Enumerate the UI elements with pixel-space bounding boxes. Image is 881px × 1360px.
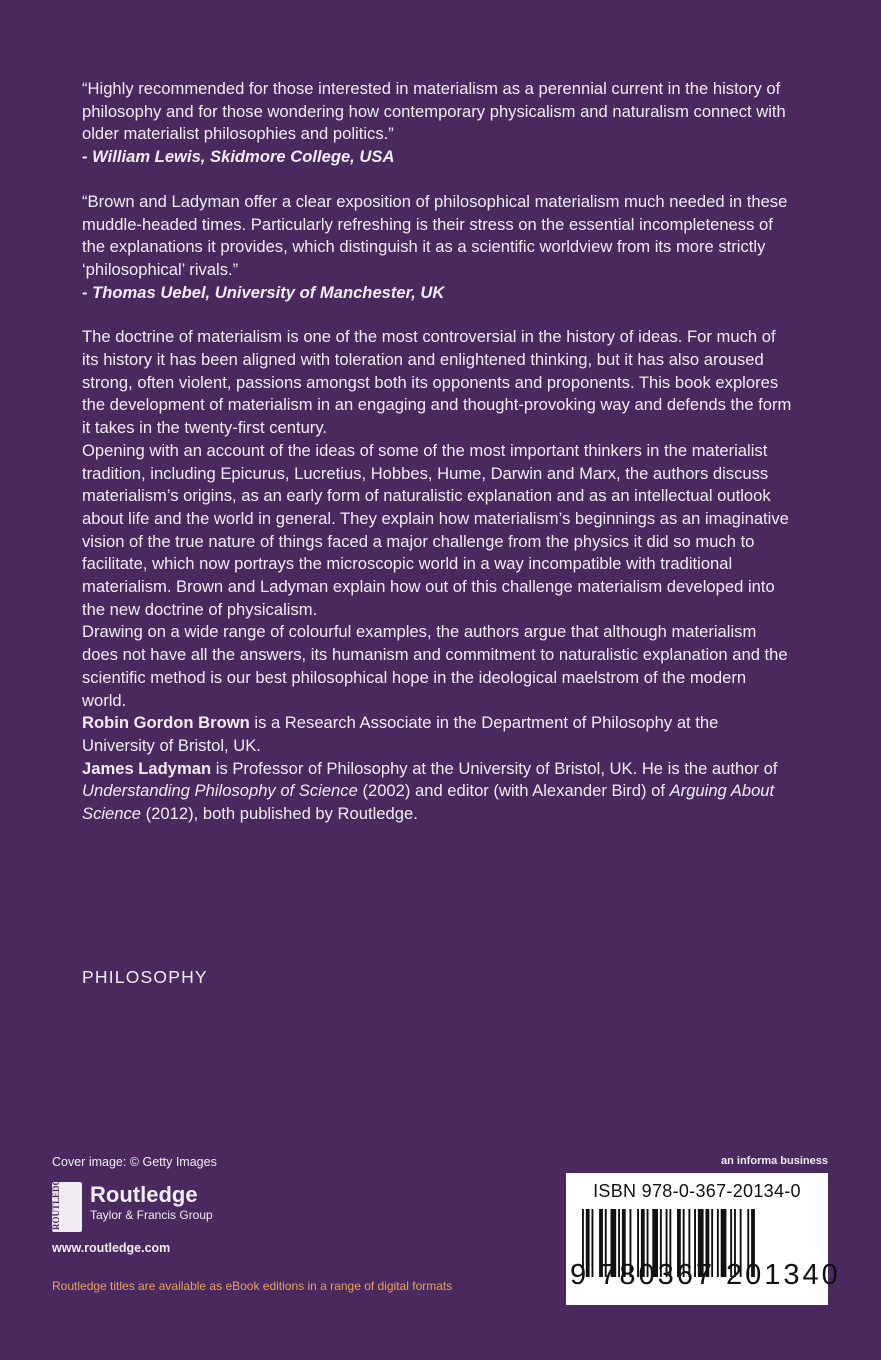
- author-bio: (2012), both published by Routledge.: [141, 804, 418, 824]
- quote-text: “Brown and Ladyman offer a clear exposition of philosophical materialism much needed in these muddle-headed times. Particularly refreshing is their stress on the essential incompleteness of the explanations it provides, which distinguish it as a scientific worldview from its more strictly ‘philosophical’ rivals.”: [82, 191, 788, 279]
- isbn-text: ISBN 978-0-367-20134-0: [593, 1181, 801, 1201]
- ebook-note: Routledge titles are available as eBook editions in a range of digital formats: [52, 1279, 453, 1293]
- publisher-group: Taylor & Francis Group: [90, 1208, 213, 1222]
- quote-attribution: - William Lewis, Skidmore College, USA: [82, 147, 395, 167]
- quote-text: “Highly recommended for those interested in materialism as a perennial current in the history of philosophy and for those wondering how contemporary physicalism and naturalism connect with older materialist philosophies and politics.”: [82, 79, 786, 144]
- book-title: Arguing About Science: [82, 781, 775, 824]
- quote-uebel: [82, 191, 794, 305]
- back-cover-text: [82, 78, 794, 826]
- author-name: James Ladyman: [82, 758, 212, 778]
- barcode-digits: 9 780367 201340: [570, 1259, 841, 1291]
- description-paragraph: Opening with an account of the ideas of some of the most important thinkers in the materialist tradition, including Epicurus, Lucretius, Hobbes, Hume, Darwin and Marx, the authors discuss materialism’s origins, as an early form of naturalistic explanation and as an intellectual outlook about life and the world in general. They explain how materialism’s beginnings as an imaginative vision of the true nature of things faced a major challenge from the physics it did so much to facilitate, which now portrays the microscopic world in a way incompatible with traditional materialism. Brown and Ladyman explain how out of this challenge materialism developed into the new doctrine of physicalism.: [82, 440, 789, 619]
- publisher-name: Routledge: [90, 1182, 198, 1207]
- quote-attribution: - Thomas Uebel, University of Manchester, UK: [82, 282, 445, 302]
- subject-category: PHILOSOPHY: [82, 967, 208, 987]
- author-bio: (2002) and editor (with Alexander Bird) of: [357, 781, 670, 801]
- author-bio: is a Research Associate in the Department of Philosophy at the University of Bristol, UK.: [82, 713, 719, 755]
- informa-tagline: an informa business: [721, 1155, 828, 1167]
- routledge-logo-icon: [51, 1172, 82, 1232]
- cover-credit: Cover image: © Getty Images: [52, 1155, 217, 1169]
- publisher-logo: [51, 1172, 213, 1232]
- author-bio-ladyman: [82, 758, 794, 826]
- author-bio-brown: [82, 712, 794, 757]
- book-title: Understanding Philosophy of Science: [82, 781, 358, 801]
- logo-mark-text: ROUTLEDGE: [51, 1172, 61, 1230]
- author-name: Robin Gordon Brown: [82, 713, 250, 733]
- author-bio: is Professor of Philosophy at the University of Bristol, UK. He is the author of: [211, 758, 778, 778]
- description-paragraph: The doctrine of materialism is one of the most controversial in the history of ideas. For much of its history it has been aligned with toleration and enlightened thinking, but it has also aroused strong, often violent, passions amongst both its opponents and proponents. This book explores the development of materialism in an engaging and thought-provoking way and defends the form it takes in the twenty-first century.: [82, 327, 792, 438]
- quote-lewis: [82, 78, 794, 169]
- publisher-website: www.routledge.com: [52, 1241, 171, 1255]
- barcode-panel: [566, 1173, 841, 1305]
- description-paragraph: Drawing on a wide range of colourful examples, the authors argue that although materialism does not have all the answers, its humanism and commitment to naturalistic explanation and the scientific method is our best philosophical hope in the ideological maelstrom of the modern world.: [82, 622, 788, 710]
